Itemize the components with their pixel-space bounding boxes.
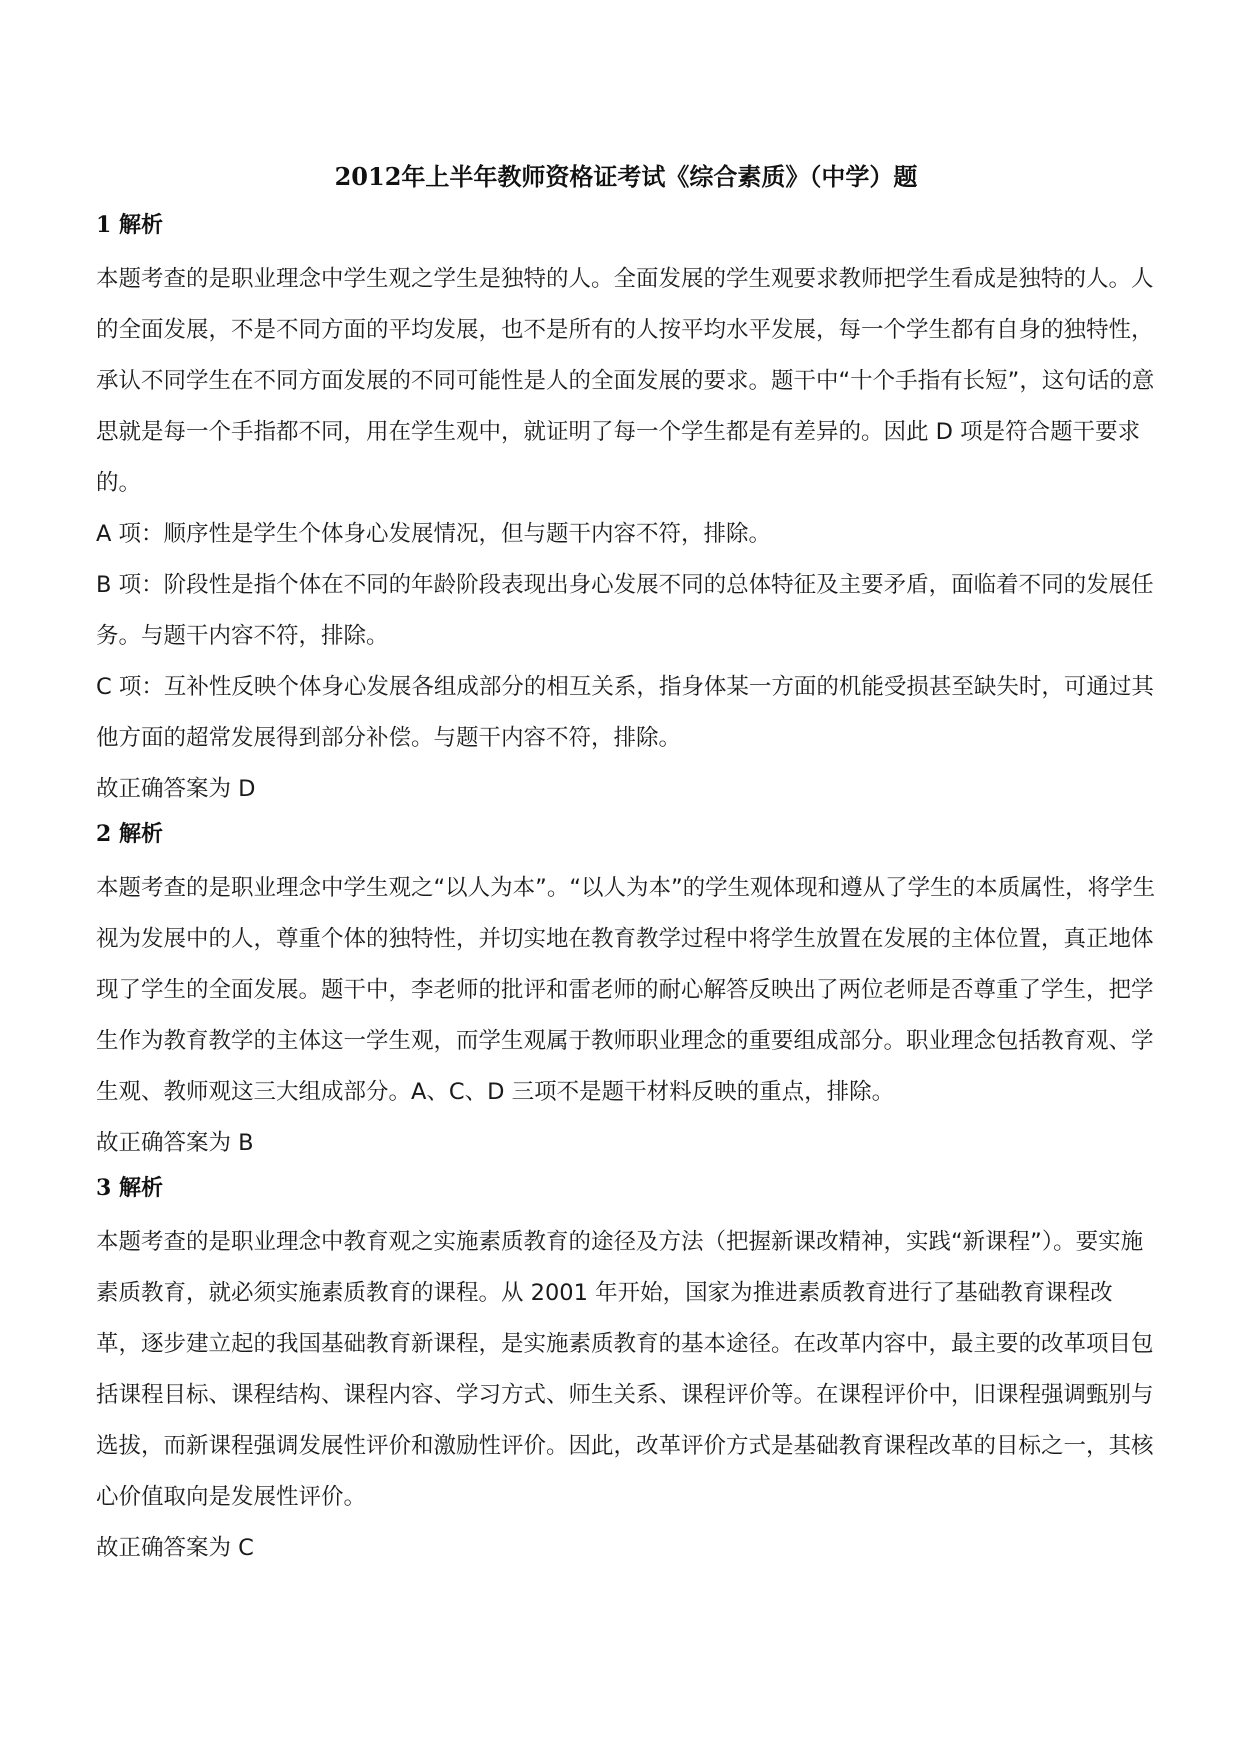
document-title: 2012年上半年教师资格证考试《综合素质》（中学）题: [334, 162, 918, 191]
section-heading: 2 解析: [96, 821, 163, 847]
section-heading: 1 解析: [96, 212, 163, 238]
option-b-paragraph: B 项：阶段性是指个体在不同的年龄阶段表现出身心发展不同的总体特征及主要矛盾，面临着不同的发展任务。与题干内容不符，排除。: [96, 572, 1154, 649]
option-a-paragraph: A 项：顺序性是学生个体身心发展情况，但与题干内容不符，排除。: [96, 521, 772, 547]
correct-answer: 故正确答案为 B: [96, 1130, 254, 1156]
correct-answer: 故正确答案为 D: [96, 776, 256, 802]
section-heading: 3 解析: [96, 1175, 163, 1201]
analysis-paragraph: 本题考查的是职业理念中学生观之“以人为本”。“以人为本”的学生观体现和遵从了学生的本质属性，将学生视为发展中的人，尊重个体的独特性，并切实地在教育教学过程中将学生放置在发展的主体位置，真正地体现了学生的全面发展。题干中，李老师的批评和雷老师的耐心解答反映出了两位老师是否尊重了学生，把学生作为教育教学的主体这一学生观，而学生观属于教师职业理念的重要组成部分。职业理念包括教育观、学生观、教师观这三大组成部分。A、C、D 三项不是题干材料反映的重点，排除。: [96, 875, 1156, 1105]
analysis-section-3: [96, 1171, 1156, 1574]
analysis-section-1: [96, 208, 1156, 815]
correct-answer: 故正确答案为 C: [96, 1535, 254, 1561]
analysis-section-2: [96, 817, 1156, 1169]
option-c-paragraph: C 项：互补性反映个体身心发展各组成部分的相互关系，指身体某一方面的机能受损甚至缺失时，可通过其他方面的超常发展得到部分补偿。与题干内容不符，排除。: [96, 674, 1154, 751]
analysis-paragraph: 本题考查的是职业理念中学生观之学生是独特的人。全面发展的学生观要求教师把学生看成是独特的人。人的全面发展，不是不同方面的平均发展，也不是所有的人按平均水平发展，每一个学生都有自身的独特性，承认不同学生在不同方面发展的不同可能性是人的全面发展的要求。题干中“十个手指有长短”，这句话的意思就是每一个手指都不同，用在学生观中，就证明了每一个学生都是有差异的。因此 D 项是符合题干要求的。: [96, 266, 1155, 496]
document-page: [96, 160, 1156, 1576]
analysis-paragraph: 本题考查的是职业理念中教育观之实施素质教育的途径及方法（把握新课改精神，实践“新课程”）。要实施素质教育，就必须实施素质教育的课程。从 2001 年开始，国家为推进素质教育进行了基础教育课程改革，逐步建立起的我国基础教育新课程，是实施素质教育的基本途径。在改革内容中，最主要的改革项目包括课程目标、课程结构、课程内容、学习方式、师生关系、课程评价等。在课程评价中，旧课程强调甄别与选拔，而新课程强调发展性评价和激励性评价。因此，改革评价方式是基础教育课程改革的目标之一，其核心价值取向是发展性评价。: [96, 1229, 1154, 1510]
